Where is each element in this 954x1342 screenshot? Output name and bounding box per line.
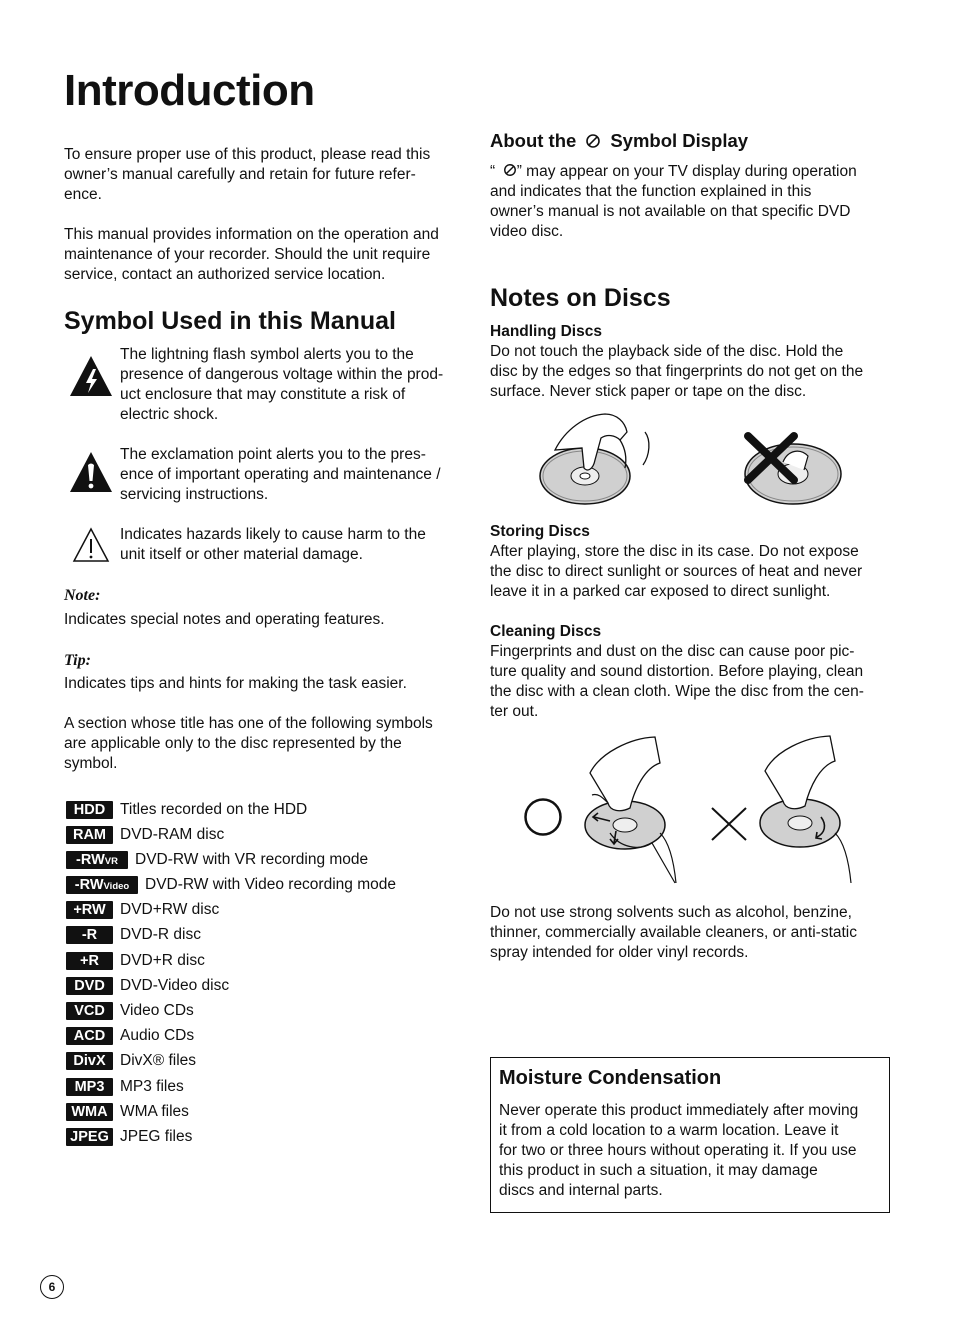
text-line: Never operate this product immediately after moving — [499, 1102, 859, 1119]
disc-symbol-ram — [66, 825, 224, 845]
about-description — [490, 162, 857, 242]
text-line: ence. — [64, 186, 102, 203]
text-line: The lightning flash symbol alerts you to the — [120, 346, 414, 363]
disc-held-correctly-illustration — [535, 410, 660, 510]
text-line: “ ” may appear on your TV display during operation — [490, 163, 857, 180]
text-line: electric shock. — [120, 406, 219, 423]
page-number: 6 — [40, 1275, 64, 1299]
text-line: leave it in a parked car exposed to direct sunlight. — [490, 583, 831, 600]
text-line: owner’s manual carefully and retain for future refer- — [64, 166, 416, 183]
text-line: maintenance of your recorder. Should the unit require — [64, 246, 431, 263]
wma-badge: WMA — [66, 1103, 113, 1121]
lightning-description — [120, 345, 443, 425]
text-line: After playing, store the disc in its case. Do not expose — [490, 543, 859, 560]
about-heading-pre: About the — [490, 130, 577, 151]
disc-symbol-dvd — [66, 976, 229, 996]
cleaning-title: Cleaning Discs — [490, 623, 602, 640]
text-line: A section whose title has one of the following symbols — [64, 715, 433, 732]
vcd-badge: VCD — [66, 1002, 113, 1020]
text-line: thinner, commercially available cleaners, or anti-static — [490, 924, 857, 941]
section-symbols-text — [64, 714, 433, 774]
mp3-badge: MP3 — [66, 1078, 113, 1096]
handling-text — [490, 342, 863, 402]
correct-circle-icon — [522, 796, 564, 838]
disc-symbol-text: DVD-RW with VR recording mode — [135, 851, 369, 868]
jpeg-badge: JPEG — [66, 1128, 113, 1146]
symbols-heading: Symbol Used in this Manual — [64, 307, 396, 335]
badge-main: -RW — [76, 852, 105, 868]
disc-symbol-text: DivX® files — [120, 1052, 197, 1069]
badge-suffix: Video — [103, 881, 130, 892]
note-text: Indicates special notes and operating features. — [64, 611, 385, 628]
plus-r-badge: +R — [66, 952, 113, 970]
text-line: This manual provides information on the operation and — [64, 226, 439, 243]
acd-badge: ACD — [66, 1027, 113, 1045]
prohibited-symbol-icon — [585, 133, 601, 149]
rw-vr-badge — [66, 851, 128, 869]
cleaning-text — [490, 642, 864, 722]
text-line: it from a cold location to a warm location. Leave it — [499, 1122, 839, 1139]
text-line: The exclamation point alerts you to the pres- — [120, 446, 426, 463]
disc-symbol-hdd — [66, 800, 307, 820]
disc-symbol-text: Titles recorded on the HDD — [120, 801, 308, 818]
text-line: symbol. — [64, 755, 118, 772]
plus-rw-badge: +RW — [66, 901, 113, 919]
disc-symbol-minus-r — [66, 925, 201, 945]
text-line: discs and internal parts. — [499, 1182, 663, 1199]
text-line: owner’s manual is not available on that specific DVD — [490, 203, 851, 220]
disc-touched-incorrectly-illustration — [738, 430, 848, 510]
disc-symbol-divx — [66, 1051, 196, 1071]
moisture-text — [499, 1101, 858, 1201]
disc-symbol-acd — [66, 1026, 194, 1046]
page-title: Introduction — [64, 66, 315, 115]
moisture-heading: Moisture Condensation — [499, 1067, 722, 1089]
text-line: Indicates hazards likely to cause harm to the — [120, 526, 426, 543]
disc-symbol-text: JPEG files — [120, 1128, 193, 1145]
text-line: surface. Never stick paper or tape on the disc. — [490, 383, 807, 400]
text-line: unit itself or other material damage. — [120, 546, 363, 563]
text-line: ture quality and sound distortion. Before playing, clean — [490, 663, 864, 680]
disc-symbol-rw-video — [66, 875, 396, 895]
exclamation-warning-icon — [69, 451, 113, 493]
notes-on-discs-heading: Notes on Discs — [490, 284, 671, 312]
text-line: video disc. — [490, 223, 564, 240]
hdd-badge: HDD — [66, 801, 113, 819]
lightning-warning-icon — [69, 355, 113, 397]
disc-symbol-jpeg — [66, 1127, 192, 1147]
rw-video-badge — [66, 876, 138, 894]
disc-symbol-text: DVD+RW disc — [120, 901, 220, 918]
text-line: service, contact an authorized service location. — [64, 266, 386, 283]
badge-main: -RW — [74, 877, 104, 893]
disc-symbol-text: WMA files — [120, 1103, 189, 1120]
text-line: To ensure proper use of this product, please read this — [64, 146, 431, 163]
text-line: disc by the edges so that fingerprints do not get on the — [490, 363, 864, 380]
text-line: Fingerprints and dust on the disc can cause poor pic- — [490, 643, 855, 660]
divx-badge: DivX — [66, 1052, 113, 1070]
disc-symbol-vcd — [66, 1001, 194, 1021]
minus-r-badge: -R — [66, 926, 113, 944]
disc-symbol-text: DVD+R disc — [120, 952, 205, 969]
disc-symbol-text: DVD-RW with Video recording mode — [145, 876, 396, 893]
moisture-condensation-box — [490, 1057, 890, 1213]
dvd-badge: DVD — [66, 977, 113, 995]
about-heading-post: Symbol Display — [610, 130, 749, 151]
text-line: Do not touch the playback side of the disc. Hold the — [490, 343, 844, 360]
solvents-text — [490, 903, 857, 963]
text-line: the disc to direct sunlight or sources of heat and never — [490, 563, 863, 580]
about-heading — [490, 130, 748, 152]
text-line: for two or three hours without operating it. If you use — [499, 1142, 857, 1159]
text-line: the disc with a clean cloth. Wipe the disc from the cen- — [490, 683, 864, 700]
disc-symbol-wma — [66, 1102, 189, 1122]
storing-text — [490, 542, 862, 602]
tip-label: Tip: — [64, 652, 91, 669]
intro-paragraph-1 — [64, 145, 430, 205]
text-line: Do not use strong solvents such as alcohol, benzine, — [490, 904, 852, 921]
text-line: ter out. — [490, 703, 539, 720]
intro-paragraph-2 — [64, 225, 439, 285]
disc-symbol-plus-r — [66, 951, 205, 971]
incorrect-cross-icon — [709, 805, 749, 843]
text-line: this product in such a situation, it may damage — [499, 1162, 818, 1179]
text-line: and indicates that the function explained in this — [490, 183, 812, 200]
clean-center-out-illustration — [580, 733, 690, 888]
ram-badge: RAM — [66, 826, 113, 844]
disc-symbol-plus-rw — [66, 900, 219, 920]
disc-symbol-mp3 — [66, 1077, 184, 1097]
exclamation-description — [120, 445, 441, 505]
storing-title: Storing Discs — [490, 523, 590, 540]
disc-symbol-text: Video CDs — [120, 1002, 194, 1019]
badge-suffix: VR — [104, 856, 118, 867]
text-line: ence of important operating and maintenance / — [120, 466, 441, 483]
clean-circular-illustration — [755, 733, 865, 888]
text-line: presence of dangerous voltage within the prod- — [120, 366, 444, 383]
disc-symbol-text: DVD-R disc — [120, 926, 201, 943]
text-line: are applicable only to the disc represented by the — [64, 735, 402, 752]
note-label: Note: — [64, 587, 101, 604]
text-line: uct enclosure that may constitute a risk of — [120, 386, 406, 403]
tip-text: Indicates tips and hints for making the task easier. — [64, 675, 407, 692]
disc-symbol-text: Audio CDs — [120, 1027, 195, 1044]
disc-symbol-text: DVD-Video disc — [120, 977, 230, 994]
caution-triangle-icon — [72, 527, 110, 563]
hazard-description — [120, 525, 426, 565]
text-line: servicing instructions. — [120, 486, 269, 503]
handling-title: Handling Discs — [490, 323, 602, 340]
text-line: spray intended for older vinyl records. — [490, 944, 749, 961]
disc-symbol-rw-vr — [66, 850, 368, 870]
disc-symbol-text: DVD-RAM disc — [120, 826, 225, 843]
disc-symbol-text: MP3 files — [120, 1078, 184, 1095]
